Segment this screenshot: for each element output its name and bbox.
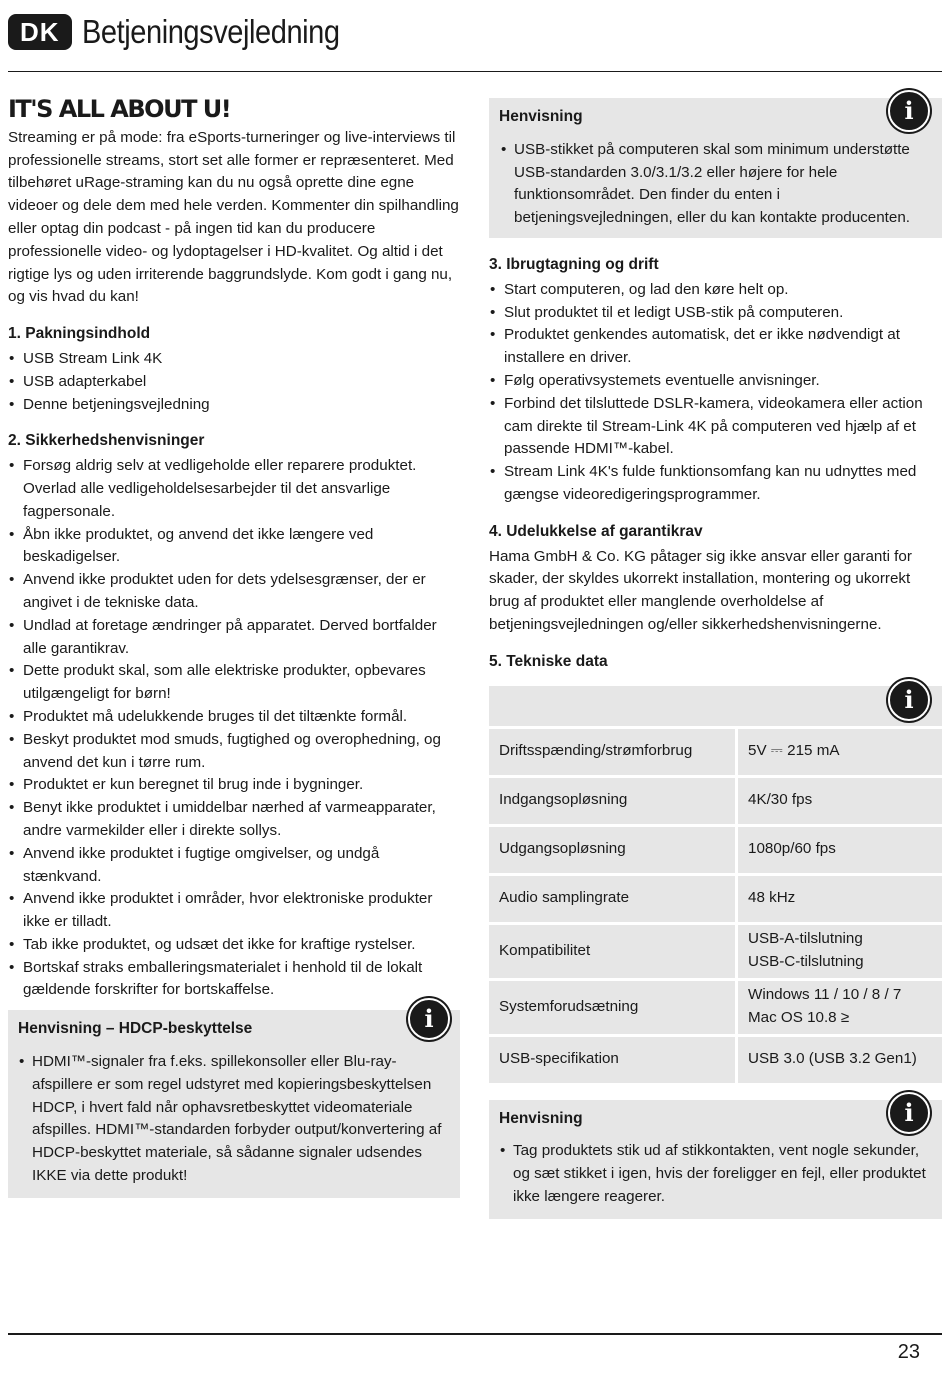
section-title: 3. Ibrugtagning og drift [489, 255, 659, 273]
section-title: 2. Sikkerhedshenvisninger [8, 432, 205, 450]
spec-table [489, 726, 942, 1086]
list-item: • Start computeren, og lad den køre helt op. [489, 279, 942, 302]
section-title: 4. Udelukkelse af garantikrav [489, 522, 703, 540]
headline: IT'S ALL ABOUT U! [8, 95, 231, 123]
note-title: Henvisning – HDCP-beskyttelse [18, 1020, 253, 1038]
spec-value: 1080p/60 fps [738, 827, 942, 873]
left-column [8, 95, 460, 1198]
list-item: • Beskyt produktet mod smuds, fugtighed og overophedning, og anvend det kun i tørre rum. [8, 729, 460, 775]
spec-value: USB-A-tilslutning USB-C-tilslutning [738, 925, 942, 978]
spec-key: Indgangsopløsning [489, 778, 738, 824]
table-row [489, 729, 942, 775]
list-item: • USB adapterkabel [8, 371, 460, 394]
spec-value: 48 kHz [738, 876, 942, 922]
spec-key: USB-specifikation [489, 1037, 738, 1083]
list-item: • Stream Link 4K's fulde funktionsomfang kan nu udnyttes med gængse videoredigeringsprogrammer. [489, 461, 942, 507]
list-item: • Åbn ikke produktet, og anvend det ikke længere ved beskadigelser. [8, 524, 460, 570]
page-number: 23 [897, 1341, 920, 1363]
list-item: • Slut produktet til et ledigt USB-stik på computeren. [489, 302, 942, 325]
spec-key: Driftsspænding/strømforbrug [489, 729, 738, 775]
header-rule [8, 71, 942, 72]
list-item: • Tag produktets stik ud af stikkontakten, vent nogle sekunder, og sæt stikket i igen, hvis der foreligger en fejl, eller produktet ikke længere reagerer. [499, 1140, 930, 1208]
note-title: Henvisning [499, 1109, 583, 1127]
list-item: • USB Stream Link 4K [8, 348, 460, 371]
list-item: • Følg operativsystemets eventuelle anvisninger. [489, 370, 942, 393]
section-title: 1. Pakningsindhold [8, 325, 151, 343]
note-list [18, 1051, 448, 1188]
list-item: • Bortskaf straks emballeringsmaterialet i henhold til de lokalt gældende forskrifter for bortskaffelse. [8, 957, 460, 1003]
note-list [500, 139, 930, 230]
info-icon: i [408, 998, 450, 1040]
list-item: • HDMI™-signaler fra f.eks. spillekonsoller eller Blu-ray-afspillere er som regel udstyret med kopieringsbeskyttelsen HDCP, i hvert fald når ophavsretbeskyttet videomateriale afspilles. HDMI™-standarden forbyder output/konvertering af HDCP-beskyttet materiale, så sådanne signaler udsendes IKKE via dette produkt! [18, 1051, 448, 1188]
list-item: • Anvend ikke produktet i fugtige omgivelser, og undgå stænkvand. [8, 843, 460, 889]
list-item: • Produktet genkendes automatisk, det er ikke nødvendigt at installere en driver. [489, 324, 942, 370]
list-item: • Produktet må udelukkende bruges til det tiltænkte formål. [8, 706, 460, 729]
table-row [489, 1037, 942, 1083]
spec-key: Udgangsopløsning [489, 827, 738, 873]
info-icon: i [888, 1092, 930, 1134]
warranty-text: Hama GmbH & Co. KG påtager sig ikke ansvar eller garanti for skader, der skyldes ukorrekt installation, montering og ukorrekt brug af produktet eller manglende overholdelse af betjeningsvejledningen og/eller sikkerhedshenvisningerne. [489, 547, 912, 633]
list-item: • Forsøg aldrig selv at vedligeholde eller reparere produktet. Overlad alle vedligeholdelsesarbejder til det ansvarlige fagpersonale. [8, 455, 460, 523]
spec-key: Audio samplingrate [489, 876, 738, 922]
list-item: • Produktet er kun beregnet til brug inde i bygninger. [8, 774, 460, 797]
info-icon: i [888, 90, 930, 132]
usb-note-box [489, 98, 942, 238]
note-title: Henvisning [499, 108, 583, 125]
spec-key: Kompatibilitet [489, 925, 738, 978]
table-row [489, 778, 942, 824]
list-item: • Dette produkt skal, som alle elektriske produkter, opbevares utilgængeligt for børn! [8, 660, 460, 706]
operation-list [489, 279, 942, 507]
list-item: • Tab ikke produktet, og udsæt det ikke for kraftige rystelser. [8, 934, 460, 957]
spec-key: Systemforudsætning [489, 981, 738, 1034]
package-contents-list [8, 348, 460, 416]
list-item: • Denne betjeningsvejledning [8, 394, 460, 417]
right-column [489, 98, 942, 1219]
info-icon: i [888, 679, 930, 721]
note-list [499, 1140, 930, 1208]
list-item: • Anvend ikke produktet uden for dets ydelsesgrænser, der er angivet i de tekniske data. [8, 569, 460, 615]
table-row [489, 827, 942, 873]
spec-value: Windows 11 / 10 / 8 / 7 Mac OS 10.8 ≥ [738, 981, 942, 1034]
spec-value: 4K/30 fps [738, 778, 942, 824]
list-item: • USB-stikket på computeren skal som minimum understøtte USB-standarden 3.0/3.1/3.2 eller højere for hele funktionsområdet. Den finder du enten i betjeningsvejledningen, eller du kan kontakte producenten. [500, 139, 930, 230]
table-row [489, 981, 942, 1034]
tech-data-table [489, 686, 942, 1086]
section-title: 5. Tekniske data [489, 652, 608, 670]
list-item: • Benyt ikke produktet i umiddelbar nærhed af varmeapparater, andre varmekilder eller i direkte sollys. [8, 797, 460, 843]
table-row [489, 925, 942, 978]
spec-value: USB 3.0 (USB 3.2 Gen1) [738, 1037, 942, 1083]
unplug-note-box [489, 1097, 942, 1219]
language-badge: DK [8, 14, 72, 50]
spec-value: 5V ⎓ 215 mA [738, 729, 942, 775]
table-header [489, 686, 942, 726]
list-item: • Undlad at foretage ændringer på apparatet. Derved bortfalder alle garantikrav. [8, 615, 460, 661]
list-item: • Forbind det tilsluttede DSLR-kamera, videokamera eller action cam direkte til Stream-Link 4K på computeren ved hjælp af et passende HDMI™-kabel. [489, 393, 942, 461]
safety-list [8, 455, 460, 1002]
hdcp-note-box [8, 1004, 460, 1198]
list-item: • Anvend ikke produktet i områder, hvor elektroniske produkter ikke er tilladt. [8, 888, 460, 934]
page-header [8, 12, 374, 52]
document-title: Betjeningsvejledning [81, 13, 340, 50]
footer-rule [8, 1333, 942, 1335]
intro-text: Streaming er på mode: fra eSports-turneringer og live-interviews til professionelle streams, stort set alle former er repræsenteret. Med tilbehøret uRage-straming kan du nu også oprette dine egne videoer og dele dem med hele verden. Kommenter din spilhandling eller optag din podcast - på ingen tid kan du producere professionelle video- og lydoptagelser i HD-kvalitet. Og altid i det rigtige lys og uden irriterende baggrundslyde. Kom godt i gang nu, og vis hvad du kan! [8, 128, 459, 306]
table-row [489, 876, 942, 922]
